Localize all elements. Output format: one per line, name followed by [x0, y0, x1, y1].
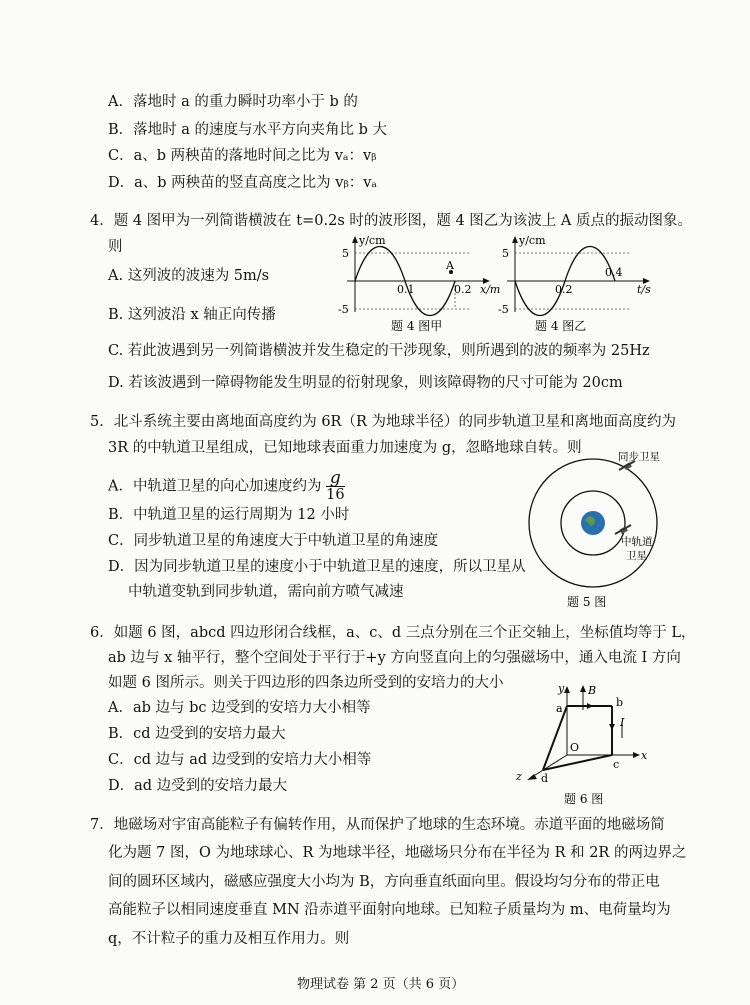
- q4-stem-line1: 4．题 4 图甲为一列简谐横波在 t=0.2s 时的波形图，题 4 图乙为该波上 A 质点的振动图象。: [90, 213, 692, 229]
- q3-option-d: D．a、b 两秧苗的竖直高度之比为 vᵦ：vₐ: [108, 175, 378, 191]
- fig6-z: z: [516, 770, 522, 783]
- q5-option-d-line1: D．因为同步轨道卫星的速度小于中轨道卫星的速度，所以卫星从: [108, 559, 526, 575]
- q5-fraction: $\frac{g}{16}$: [326, 468, 345, 503]
- q5-option-a: A．中轨道卫星的向心加速度约为 $\frac{g}{16}$: [108, 468, 345, 503]
- fig6-O: O: [570, 741, 580, 754]
- fig5-caption: 题 5 图: [567, 595, 607, 609]
- q4-option-a: A. 这列波的波速为 5m/s: [108, 268, 270, 284]
- fig6-B: B: [588, 684, 597, 697]
- fig6-b: b: [616, 696, 624, 709]
- fig4a-point-a: A: [446, 259, 454, 272]
- q6-option-c: C．cd 边与 ad 边受到的安培力大小相等: [108, 752, 372, 768]
- q5-option-d-line2: 中轨道变轨到同步轨道，需向前方喷气减速: [128, 584, 404, 600]
- fig6-d: d: [541, 772, 549, 785]
- q4-option-c: C. 若此波遇到另一列简谐横波并发生稳定的干涉现象，则所遇到的波的频率为 25Hz: [108, 343, 650, 359]
- fig6-x: x: [641, 749, 648, 762]
- q5-stem-line2: 3R 的中轨道卫星组成，已知地球表面重力加速度为 g，忽略地球自转。则: [108, 440, 582, 456]
- q5-figure-orbits: [525, 448, 705, 613]
- q3-option-c: C．a、b 两秧苗的落地时间之比为 vₐ：vᵦ: [108, 148, 377, 164]
- q4-stem-line2: 则: [108, 239, 123, 255]
- q6-option-b: B．cd 边受到的安培力最大: [108, 726, 286, 742]
- fig4b-tick-02: 0.2: [555, 283, 573, 296]
- fig6-y: y: [558, 682, 565, 695]
- q7-stem-line4: 高能粒子以相同速度垂直 MN 沿赤道平面射向地球。已知粒子质量均为 m、电荷量均为: [108, 902, 671, 918]
- fig4a-caption: 题 4 图甲: [391, 319, 443, 333]
- fig6-I: I: [620, 716, 625, 729]
- q5-option-b: B．中轨道卫星的运行周期为 12 小时: [108, 507, 350, 523]
- q6-option-a: A．ab 边与 bc 边受到的安培力大小相等: [108, 700, 371, 716]
- q4-figure-wave: [335, 232, 510, 337]
- q6-option-d: D．ad 边受到的安培力最大: [108, 778, 288, 794]
- fig4b-xlabel: t/s: [637, 283, 651, 296]
- q4-option-d: D. 若该波遇到一障碍物能发生明显的衍射现象，则该障碍物的尺寸可能为 20cm: [108, 375, 623, 391]
- fig4a-tick-5: 5: [342, 247, 349, 260]
- q6-stem-line2: ab 边与 x 轴平行，整个空间处于平行于+y 方向竖直向上的匀强磁场中，通入电流 I 方向: [108, 650, 681, 666]
- q6-stem-line3: 如题 6 图所示。则关于四边形的四条边所受到的安培力的大小: [108, 675, 504, 691]
- page-footer: 物理试卷 第 2 页（共 6 页）: [297, 977, 465, 992]
- q3-option-a: A．落地时 a 的重力瞬时功率小于 b 的: [108, 94, 358, 110]
- q7-stem-line5: q，不计粒子的重力及相互作用力。则: [108, 931, 350, 947]
- q5-stem-line1: 5．北斗系统主要由离地面高度约为 6R（R 为地球半径）的同步轨道卫星和离地面高度约为: [90, 414, 677, 430]
- fig4b-tick-5: 5: [502, 247, 509, 260]
- q7-stem-line3: 间的圆环区域内，磁感应强度大小均为 B，方向垂直纸面向里。假设均匀分布的带正电: [108, 874, 660, 890]
- fig4a-tick-01: 0.1: [397, 283, 415, 296]
- q7-stem-line2: 化为题 7 图，O 为地球球心、R 为地球半径，地磁场只分布在半径为 R 和 2R 的两边界之: [108, 845, 687, 861]
- fig4b-tick-04: 0.4: [605, 266, 623, 279]
- q4-option-b: B. 这列波沿 x 轴正向传播: [108, 307, 276, 323]
- fig6-caption: 题 6 图: [564, 792, 604, 806]
- q6-stem-line1: 6．如题 6 图，abcd 四边形闭合线框，a、c、d 三点分别在三个正交轴上，坐标值均等于 L，: [90, 625, 696, 641]
- fig6-c: c: [613, 758, 620, 771]
- fig4a-xlabel: x/m: [480, 283, 501, 296]
- fig6-a: a: [556, 702, 563, 715]
- fig4a-tick-m5: -5: [338, 303, 349, 316]
- mid-satellite-icon: [615, 525, 631, 534]
- q5-option-c: C．同步轨道卫星的角速度大于中轨道卫星的角速度: [108, 533, 439, 549]
- fig4a-tick-02: 0.2: [454, 283, 472, 296]
- fig4b-ylabel: y/cm: [519, 234, 546, 247]
- fig5-sync-label: 同步卫星: [618, 451, 660, 463]
- fig5-mid-label1: 中轨道: [621, 536, 653, 548]
- fig4b-caption: 题 4 图乙: [535, 319, 587, 333]
- q7-stem-line1: 7．地磁场对宇宙高能粒子有偏转作用，从而保护了地球的生态环境。赤道平面的地磁场简: [90, 817, 665, 833]
- fig4b-tick-m5: -5: [498, 303, 509, 316]
- q6-figure-loop: [510, 680, 680, 810]
- fig4a-ylabel: y/cm: [359, 234, 386, 247]
- q4-figure-vibration: [495, 232, 670, 337]
- fig5-mid-label2: 卫星: [626, 550, 647, 562]
- q3-option-b: B．落地时 a 的速度与水平方向夹角比 b 大: [108, 122, 388, 138]
